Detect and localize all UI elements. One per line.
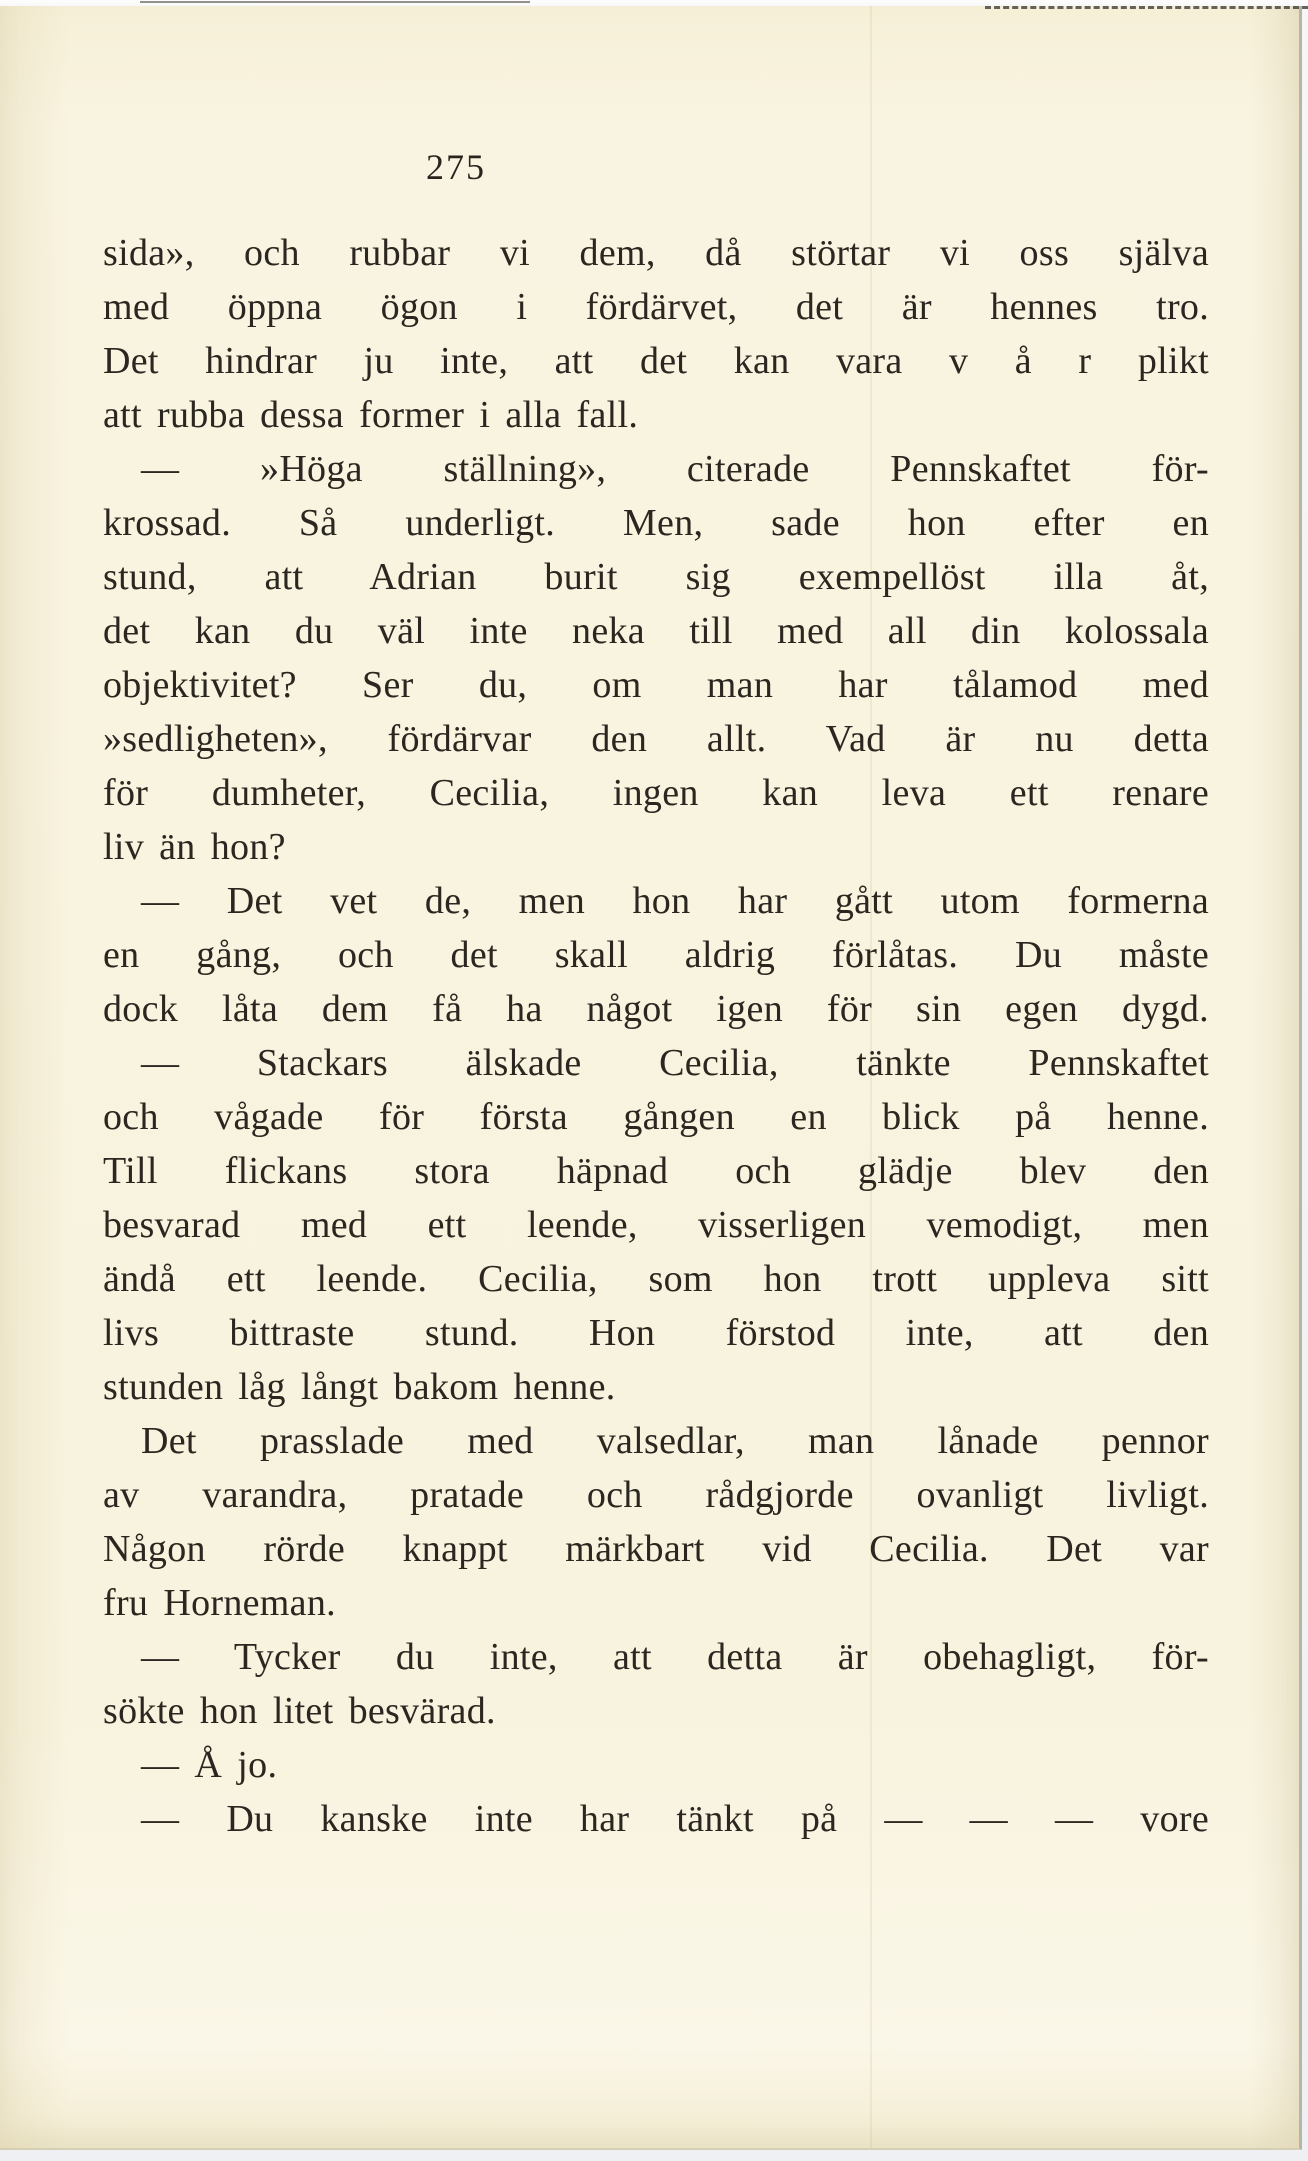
text-line: ändå ett leende. Cecilia, som hon trott uppleva sitt <box>103 1258 1209 1300</box>
text-line: med öppna ögon i fördärvet, det är hennes tro. <box>103 286 1209 328</box>
text-line: — Du kanske inte har tänkt på — — — vore <box>141 1798 1209 1840</box>
text-line: en gång, och det skall aldrig förlåtas. Du måste <box>103 934 1209 976</box>
text-line: Det prasslade med valsedlar, man lånade pennor <box>141 1420 1209 1462</box>
text-line: Till flickans stora häpnad och glädje blev den <box>103 1150 1209 1192</box>
text-line: sökte hon litet besvärad. <box>103 1690 496 1732</box>
text-line: stund, att Adrian burit sig exempellöst illa åt, <box>103 556 1209 598</box>
text-line: — Det vet de, men hon har gått utom formerna <box>141 880 1209 922</box>
text-line: besvarad med ett leende, visserligen vemodigt, men <box>103 1204 1209 1246</box>
scan-edge-line-left <box>140 1 530 3</box>
text-line: livs bittraste stund. Hon förstod inte, att den <box>103 1312 1209 1354</box>
book-page <box>0 6 1302 2150</box>
text-line: det kan du väl inte neka till med all din kolossala <box>103 610 1209 652</box>
text-line: — Å jo. <box>141 1744 278 1786</box>
text-block <box>103 226 1209 1846</box>
text-line: dock låta dem få ha något igen för sin egen dygd. <box>103 988 1209 1030</box>
text-line: att rubba dessa former i alla fall. <box>103 394 639 436</box>
text-line: och vågade för första gången en blick på henne. <box>103 1096 1209 1138</box>
text-line: — Tycker du inte, att detta är obehagligt, för- <box>141 1636 1209 1678</box>
text-line: Det hindrar ju inte, att det kan vara v å r plikt <box>103 340 1209 382</box>
page-number: 275 <box>426 147 486 187</box>
text-line: av varandra, pratade och rådgjorde ovanligt livligt. <box>103 1474 1209 1516</box>
scan-edge-line-right <box>985 6 1308 9</box>
text-line: fru Horneman. <box>103 1582 336 1624</box>
text-line: Någon rörde knappt märkbart vid Cecilia. Det var <box>103 1528 1209 1570</box>
text-line: »sedligheten», fördärvar den allt. Vad är nu detta <box>103 718 1209 760</box>
text-line: krossad. Så underligt. Men, sade hon efter en <box>103 502 1209 544</box>
text-line: för dumheter, Cecilia, ingen kan leva ett renare <box>103 772 1209 814</box>
text-line: stunden låg långt bakom henne. <box>103 1366 616 1408</box>
text-line: objektivitet? Ser du, om man har tålamod med <box>103 664 1209 706</box>
text-line: — Stackars älskade Cecilia, tänkte Pennskaftet <box>141 1042 1209 1084</box>
text-line: sida», och rubbar vi dem, då störtar vi oss själva <box>103 232 1209 274</box>
text-line: — »Höga ställning», citerade Pennskaftet för- <box>141 448 1209 490</box>
text-line: liv än hon? <box>103 826 286 868</box>
